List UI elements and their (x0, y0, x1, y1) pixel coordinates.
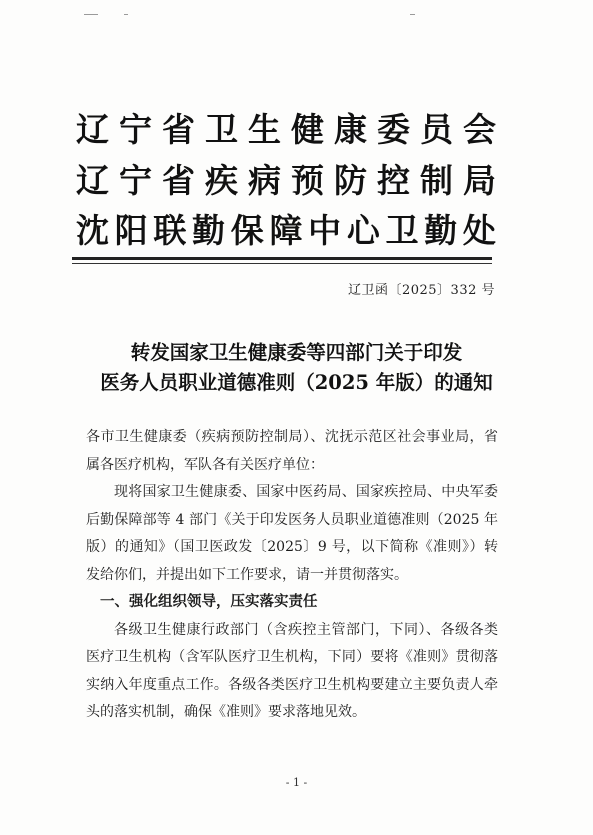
issuer-char: 省 (162, 161, 195, 200)
scan-artifact (124, 14, 128, 15)
header-divider-thin (72, 263, 492, 264)
issuer-char: 局 (463, 161, 496, 200)
page-number: - 1 - (285, 776, 308, 789)
issuer-char: 会 (463, 110, 496, 149)
document-body (86, 424, 498, 727)
issuer-char: 障 (269, 211, 303, 250)
issuer-char: 控 (377, 161, 410, 200)
issuer-char: 辽 (76, 161, 109, 200)
issuer-char: 病 (248, 161, 281, 200)
issuer-char: 卫 (385, 211, 419, 250)
issuer-char: 辽 (76, 110, 109, 149)
issuer-char: 宁 (119, 161, 152, 200)
scan-artifact (84, 14, 98, 15)
intro-paragraph: 现将国家卫生健康委、国家中医药局、国家疾控局、中央军委后勤保障部等 4 部门《关于印发医务人员职业道德准则（2025 年版）的通知》（国卫医政发〔2025〕9 号，以下简称《准则》）转发给你们，并提出如下工作要求，请一并贯彻落实。 (86, 484, 498, 583)
issuer-char: 健 (291, 110, 324, 149)
issuer-char: 卫 (205, 110, 238, 149)
issuer-char: 保 (230, 211, 264, 250)
issuer-char: 预 (291, 161, 324, 200)
issuer-char: 处 (462, 211, 496, 250)
issuer-char: 勤 (424, 211, 458, 250)
issuer-char: 防 (334, 161, 367, 200)
scan-artifact (410, 14, 415, 15)
header-divider-thick (72, 257, 492, 260)
issuer-char: 委 (377, 110, 410, 149)
issuer-char: 宁 (119, 110, 152, 149)
issuer-line-3 (76, 201, 496, 261)
document-title-line-2: 医务人员职业道德准则（2025 年版）的通知 (100, 371, 493, 394)
issuer-char: 中 (308, 211, 342, 250)
issuer-char: 康 (334, 110, 367, 149)
issuer-char: 员 (420, 110, 453, 149)
issuer-char: 联 (153, 211, 187, 250)
issuer-char: 生 (248, 110, 281, 149)
issuer-char: 疾 (205, 161, 238, 200)
issuer-char: 勤 (192, 211, 226, 250)
issuer-char: 阳 (114, 211, 148, 250)
section-heading: 一、强化组织领导，压实落实责任 (100, 594, 318, 610)
section-paragraph: 各级卫生健康行政部门（含疾控主管部门，下同）、各级各类医疗卫生机构（含军队医疗卫生机构，下同）要将《准则》贯彻落实纳入年度重点工作。各级各类医疗卫生机构要建立主要负责人牵头的落实机制，确保《准则》要求落地见效。 (86, 621, 498, 720)
issuer-char: 省 (162, 110, 195, 149)
issuer-char: 制 (420, 161, 453, 200)
document-number: 辽卫函〔2025〕332 号 (347, 283, 495, 298)
issuer-char: 心 (346, 211, 380, 250)
addressee: 各市卫生健康委（疾病预防控制局）、沈抚示范区社会事业局，省属各医疗机构，军队各有关医疗单位： (86, 429, 498, 473)
issuer-char: 沈 (76, 211, 109, 250)
document-title-line-1: 转发国家卫生健康委等四部门关于印发 (130, 341, 463, 364)
